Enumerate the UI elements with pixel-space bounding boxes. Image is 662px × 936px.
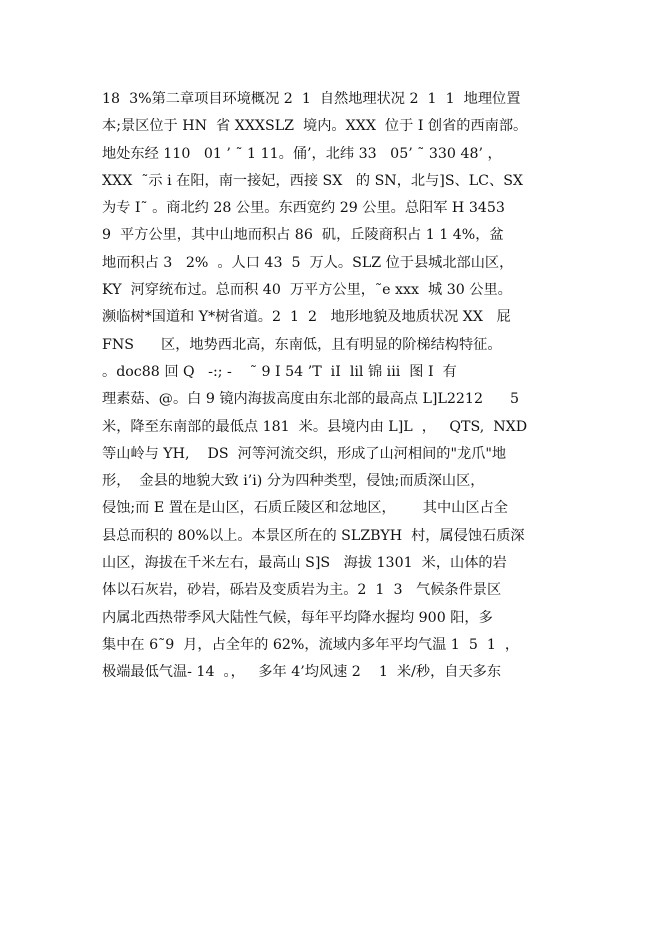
text-line: XXX ˜示 i 在阳，南一接妃，西接 SX 的 SN，北与]S、LC、SX bbox=[102, 172, 524, 189]
text-line: 形， 金县的地貌大致 i’i) 分为四种类型，侵蚀;而质深山区， bbox=[102, 473, 485, 490]
text-line: 内属北西热带季风大陆性气候，每年平均降水握均 900 阳，多 bbox=[102, 609, 493, 626]
text-line: 濒临树*国道和 Y*树省道。2 1 2 地形地貌及地质状况 XX 屁 bbox=[102, 309, 511, 326]
text-line: 体以石灰岩，砂岩，砾岩及变质岩为主。2 1 3 气候条件景区 bbox=[102, 582, 502, 599]
text-line: 侵蚀;而 E 置在是山区，石质丘陵区和忿地区， 其中山区占全 bbox=[102, 500, 508, 517]
text-line: 理素菇、@。白 9 镜内海拔高度由东北部的最高点 L]L2212 5 bbox=[102, 391, 520, 408]
text-line: 米，降至东南部的最低点 181 米。县境内由 L]L ， QTS, NXD bbox=[102, 418, 528, 435]
text-line: FNS 区，地势西北高，东南低，且有明显的阶梯结构特征。 bbox=[102, 336, 502, 353]
text-line: 集中在 6˜9 月，占全年的 62%，流域内多年平均气温 1 5 1 ， bbox=[102, 636, 520, 653]
text-line: 。doc88 回 Q -:; - ˜ 9 Ι 54 ’T iI lil 锦 iii 图 I 有 bbox=[102, 363, 457, 380]
body-text bbox=[102, 86, 564, 687]
text-line: 极端最低气温- 14 。， 多年 4’均风速 2 1 米/秒，自天多东 bbox=[102, 664, 502, 681]
text-line: 地而积占 3 2% 。人口 43 5 万人。SLZ 位于县城北部山区， bbox=[102, 254, 514, 271]
text-line: 山区，海拔在千米左右，最高山 S]S 海拔 1301 米，山体的岩 bbox=[102, 555, 507, 572]
text-line: 18 3%第二章项目环境概况 2 1 自然地理状况 2 1 1 地理位置 bbox=[102, 91, 521, 107]
text-line: KY 河穿统布过。总而积 40 万平方公里，˜e xxx 城 30 公里。 bbox=[102, 282, 512, 299]
text-line: 9 平方公里，其中山地而积占 86 矶，丘陵商积占 1 1 4%，盆 bbox=[102, 227, 504, 244]
text-line: 本;景区位于 HN 省 XXXSLZ 境内。XXX 位于 I 创省的西南部。 bbox=[102, 118, 528, 135]
text-line: 县总而积的 80%以上。本景区所在的 SLZBYH 村，属侵蚀石质深 bbox=[102, 527, 525, 544]
text-line: 为专 I˜ 。商北约 28 公里。东西宽约 29 公里。总阳军 H 3453 bbox=[102, 200, 505, 217]
text-line: 地处东经 110 01 ’ ˜ 1 11。俑’，北纬 33 05’ ˜ 330 48’ ， bbox=[102, 145, 502, 162]
text-line: 等山岭与 YH, DS 河等河流交织，形成了山河相间的"龙爪"地 bbox=[102, 445, 507, 462]
